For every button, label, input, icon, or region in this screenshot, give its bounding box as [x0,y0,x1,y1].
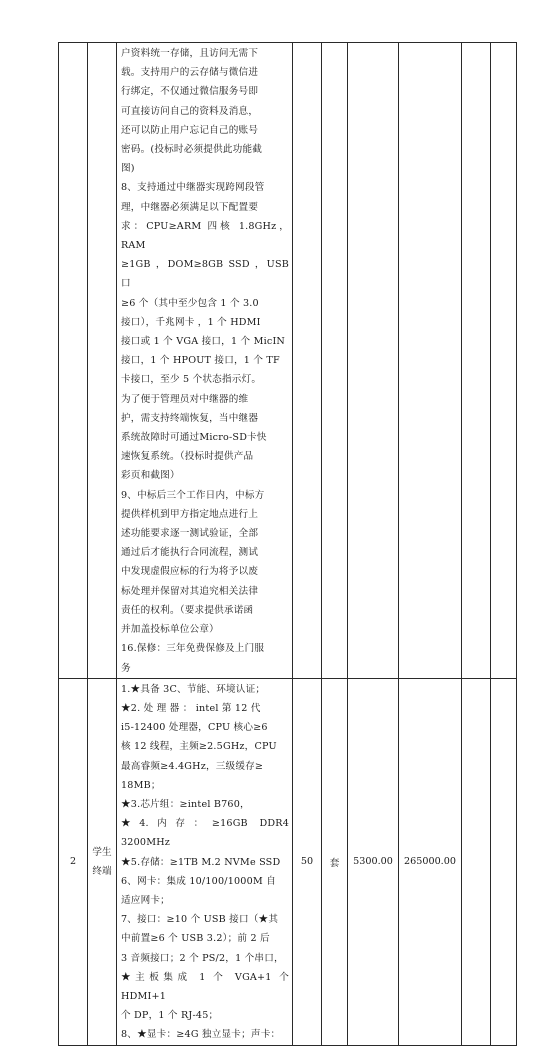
spec-line: 个 DP，1 个 RJ-45； [121,1010,219,1022]
unit-cell [322,43,348,679]
spec-line: 8、★显卡：≥4G 独立显卡；声卡： [121,1029,281,1041]
procurement-spec-table [58,42,517,1046]
item-number-cell: 2 [59,678,88,1045]
spec-line: 提供样机到甲方指定地点进行上 [121,508,259,520]
spec-line: ★主板集成 1 个 VGA+1 个 HDMI+1 [121,971,293,1002]
spec-line: 为了便于管理员对中继器的维 [121,393,249,405]
spec-line: 速恢复系统。（投标时提供产品 [121,451,254,463]
spec-line: 责任的权利。（要求提供承诺函 [121,604,254,616]
spec-line: ≥6 个（其中至少包含 1 个 3.0 [121,297,259,309]
empty-cell [462,43,491,679]
spec-line: 适应网卡； [121,894,170,906]
empty-cell [491,678,517,1045]
spec-line: 系统故障时可通过Micro-SD卡快 [121,432,267,444]
empty-cell [462,678,491,1045]
empty-cell [491,43,517,679]
spec-line: 3 音频接口；2 个 PS/2，1 个串口， [121,952,284,964]
spec-line: 6、网卡：集成 10/100/1000M 自 [121,875,276,887]
spec-line: 核 12 线程，主频≥2.5GHz，CPU [121,741,277,753]
spec-cell [117,678,293,1045]
spec-line: i5-12400 处理器，CPU 核心≥6 [121,722,268,734]
spec-line: 务 [121,662,131,674]
spec-line: 中前置≥6 个 USB 3.2）；前 2 后 [121,933,270,945]
spec-line: ★4.内存：≥16GB DDR4 3200MHz [121,818,293,849]
spec-line: 载。支持用户的云存储与微信进 [121,67,259,79]
spec-line: 护，需支持终端恢复，当中继器 [121,412,259,424]
spec-line: 8、支持通过中继器实现跨网段管 [121,182,265,194]
spec-line: 16.保修：三年免费保修及上门服 [121,643,265,655]
spec-line: 可直接访问自己的资料及消息， [121,105,259,117]
unit-price-cell: 5300.00 [348,678,399,1045]
quantity-cell: 50 [293,678,322,1045]
spec-cell [117,43,293,679]
item-name-cell [88,678,117,1045]
quantity-cell [293,43,322,679]
unit-price-cell [348,43,399,679]
total-price-cell: 265000.00 [399,678,462,1045]
spec-line: 彩页和截图） [121,470,180,482]
table-row [59,678,517,1045]
spec-line: 还可以防止用户忘记自己的账号 [121,124,259,136]
spec-line: 卡接口，至少 5 个状态指示灯。 [121,374,262,386]
spec-line: 行绑定，不仅通过微信服务号即 [121,86,259,98]
spec-line: 理，中继器必须满足以下配置要 [121,201,259,213]
spec-line: 7、接口：≥10 个 USB 接口（★其 [121,914,279,926]
spec-line: 18MB； [121,779,161,791]
item-name-text: 学生终端 [92,846,112,877]
spec-line: ★3.芯片组：≥intel B760， [121,798,250,810]
spec-line: 中发现虚假应标的行为将予以废 [121,566,259,578]
spec-line: 最高睿频≥4.4GHz，三级缓存≥ [121,760,264,772]
spec-line: 求：CPU≥ARM 四核 1.8GHz，RAM [121,220,289,252]
spec-line: 户资料统一存储，且访问无需下 [121,48,259,59]
spec-line: 并加盖投标单位公章） [121,624,219,636]
spec-line: ≥1GB ，DOM≥8GB SSD ，USB 口 [121,259,293,290]
spec-line: 标处理并保留对其追究相关法律 [121,585,259,597]
spec-line: ★5.存储：≥1TB M.2 NVMe SSD [121,856,281,868]
spec-line: 述功能要求逐一测试验证，全部 [121,528,259,540]
total-price-cell [399,43,462,679]
item-number-cell [59,43,88,679]
unit-cell: 套 [322,678,348,1045]
item-name-cell [88,43,117,679]
spec-line: 1.★具备 3C、节能、环境认证； [121,683,266,695]
spec-line: 接口，1 个 HPOUT 接口，1 个 TF [121,355,280,367]
spec-text [117,679,292,1045]
spec-line: 接口或 1 个 VGA 接口，1 个 MicIN [121,336,286,348]
spec-line: 图) [121,163,135,175]
spec-line: 通过后才能执行合同流程，测试 [121,547,259,559]
spec-line: 9、中标后三个工作日内，中标方 [121,489,265,501]
spec-line: ★2. 处 理 器 ： intel 第 12 代 [121,702,261,714]
spec-text [117,43,292,678]
table-row [59,43,517,679]
spec-line: 密码。(投标时必须提供此功能截 [121,144,263,156]
spec-line: 接口），千兆网卡 ，1 个 HDMI [121,316,261,328]
